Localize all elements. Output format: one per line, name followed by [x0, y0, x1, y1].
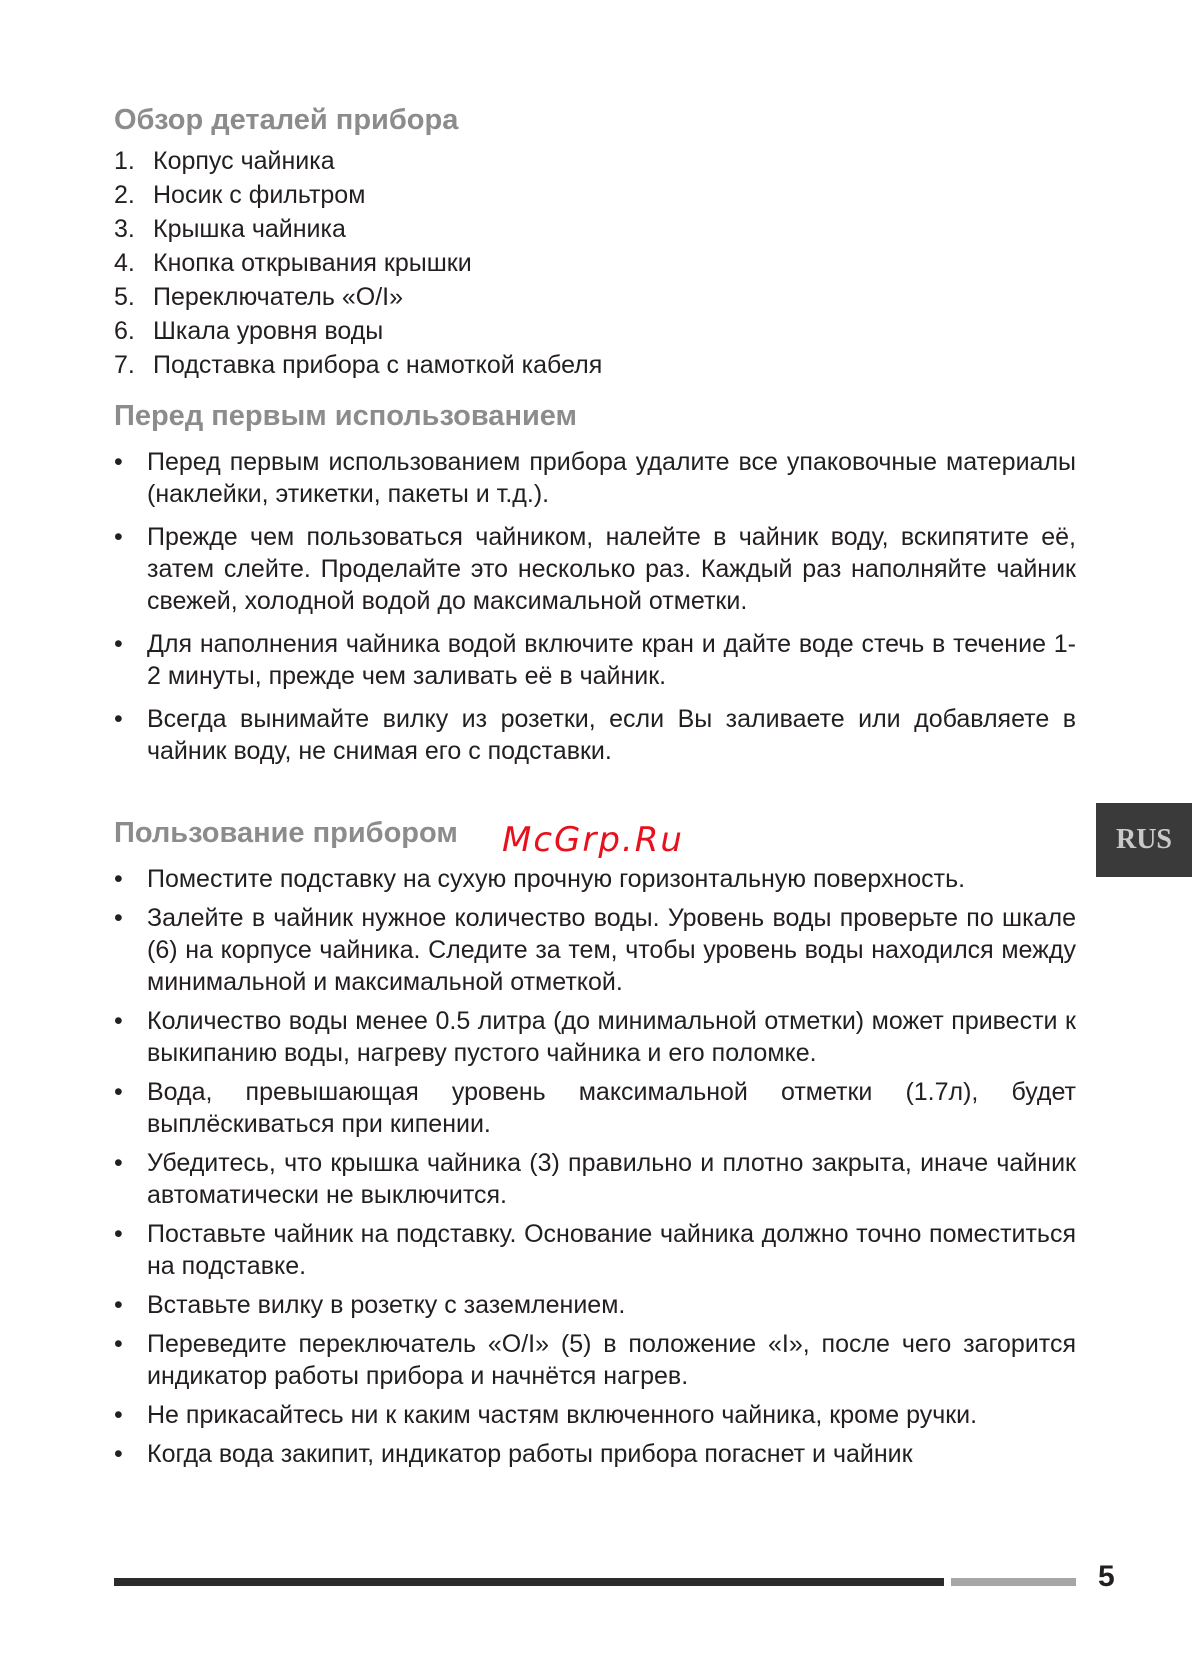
list-item: • Поставьте чайник на подставку. Основание чайника должно точно поместиться на подставке. — [114, 1220, 1076, 1280]
list-item: • Поместите подставку на сухую прочную горизонтальную поверхность. — [114, 865, 966, 893]
bullet-icon: • — [114, 1078, 123, 1106]
bullet-icon: • — [114, 1291, 123, 1319]
list-item: • Вода, превышающая уровень максимальной отметки (1.7л), будет выплёскиваться при кипении. — [114, 1078, 1076, 1138]
list-item: 6. Шкала уровня воды — [114, 317, 384, 345]
list-item: 5. Переключатель «O/I» — [114, 283, 404, 311]
list-item: 1. Корпус чайника — [114, 147, 335, 175]
bullet-icon: • — [114, 1220, 123, 1248]
bullet-icon: • — [114, 1330, 123, 1358]
watermark-logo: McGrp.Ru — [502, 820, 684, 860]
before-first-use-section — [114, 398, 1076, 767]
usage-section — [114, 815, 1076, 1470]
footer-rule-dark — [114, 1578, 944, 1586]
parts-list — [114, 144, 1076, 382]
usage-list — [114, 863, 1076, 1470]
list-item: • Переведите переключатель «O/I» (5) в положение «I», после чего загорится индикатор работы прибора и начнётся нагрев. — [114, 1330, 1076, 1390]
bullet-icon: • — [114, 1401, 123, 1429]
usage-heading: Пользование прибором — [114, 817, 458, 849]
bullet-icon: • — [114, 705, 123, 733]
list-item: • Когда вода закипит, индикатор работы прибора погаснет и чайник — [114, 1440, 913, 1468]
list-item: • Вставьте вилку в розетку с заземлением. — [114, 1291, 626, 1319]
bullet-icon: • — [114, 448, 123, 476]
bullet-icon: • — [114, 904, 123, 932]
before-first-use-heading: Перед первым использованием — [114, 400, 577, 432]
bullet-icon: • — [114, 1149, 123, 1177]
list-item: • Залейте в чайник нужное количество воды. Уровень воды проверьте по шкале (6) на корпусе чайника. Следите за тем, чтобы уровень воды находился между минимальной и максимальной отметкой. — [114, 904, 1076, 996]
list-item: 7. Подставка прибора с намоткой кабеля — [114, 351, 603, 379]
list-item: • Всегда вынимайте вилку из розетки, если Вы заливаете или добавляете в чайник воду, не снимая его с подставки. — [114, 705, 1076, 765]
list-item: • Количество воды менее 0.5 литра (до минимальной отметки) может привести к выкипанию воды, нагреву пустого чайника и его поломке. — [114, 1007, 1076, 1067]
parts-overview-section — [114, 102, 1076, 382]
parts-overview-heading: Обзор деталей прибора — [114, 104, 459, 136]
language-tab: RUS — [1096, 803, 1192, 877]
list-item: • Для наполнения чайника водой включите кран и дайте воде стечь в течение 1-2 минуты, прежде чем заливать её в чайник. — [114, 630, 1076, 690]
bullet-icon: • — [114, 865, 123, 893]
bullet-icon: • — [114, 630, 123, 658]
list-item: • Прежде чем пользоваться чайником, налейте в чайник воду, вскипятите её, затем слейте. Проделайте это несколько раз. Каждый раз наполняйте чайник свежей, холодной водой до максимальной отметки. — [114, 523, 1076, 615]
list-item: 4. Кнопка открывания крышки — [114, 249, 472, 277]
document-body — [114, 102, 1076, 1477]
before-first-use-list — [114, 446, 1076, 767]
page-number: 5 — [1098, 1560, 1115, 1593]
list-item: • Убедитесь, что крышка чайника (3) правильно и плотно закрыта, иначе чайник автоматически не выключится. — [114, 1149, 1076, 1209]
list-item: 2. Носик с фильтром — [114, 181, 366, 209]
bullet-icon: • — [114, 523, 123, 551]
list-item: • Не прикасайтесь ни к каким частям включенного чайника, кроме ручки. — [114, 1401, 978, 1429]
list-item: 3. Крышка чайника — [114, 215, 346, 243]
footer-rule-light — [951, 1578, 1076, 1586]
bullet-icon: • — [114, 1440, 123, 1468]
list-item: • Перед первым использованием прибора удалите все упаковочные материалы (наклейки, этикетки, пакеты и т.д.). — [114, 448, 1076, 508]
bullet-icon: • — [114, 1007, 123, 1035]
